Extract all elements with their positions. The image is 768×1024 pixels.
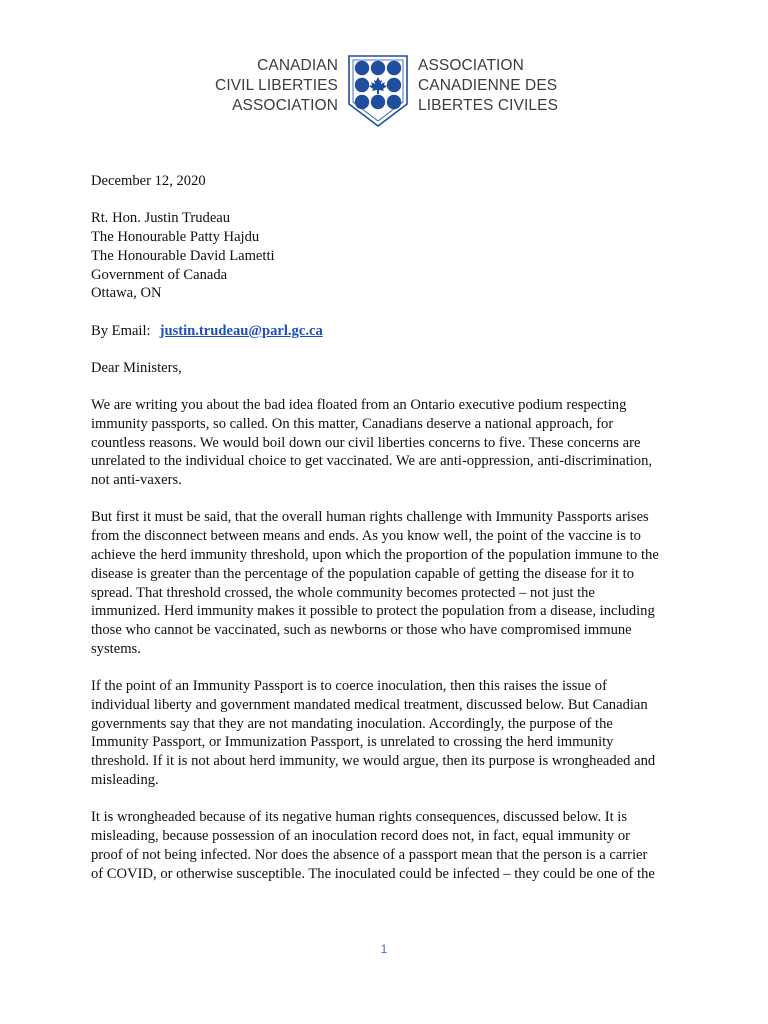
paragraph-line: not anti-vaxers. bbox=[91, 472, 182, 489]
paragraph-line: threshold. If it is not about herd immunity, we would argue, then its purpose is wrongheaded and bbox=[91, 753, 656, 770]
paragraph-line: immunized. Herd immunity makes it possible to protect the population from a disease, including bbox=[91, 603, 655, 620]
email-label: By Email: bbox=[91, 322, 151, 339]
letter-date: December 12, 2020 bbox=[91, 173, 206, 189]
maple-leaf-shield-logo bbox=[347, 54, 409, 128]
recipient-line: Ottawa, ON bbox=[91, 285, 162, 302]
recipient-line: Government of Canada bbox=[91, 266, 228, 283]
paragraph bbox=[91, 396, 691, 490]
letterhead bbox=[0, 54, 768, 128]
letterhead-french-line: ASSOCIATION bbox=[418, 57, 524, 74]
letterhead-english bbox=[215, 56, 338, 116]
paragraph bbox=[91, 808, 691, 883]
paragraph bbox=[91, 677, 691, 790]
paragraph-line: achieve the herd immunity threshold, upon which the proportion of the population immune to the bbox=[91, 546, 659, 563]
paragraph-line: unrelated to the individual choice to get vaccinated. We are anti-oppression, anti-discrimination, bbox=[91, 453, 653, 470]
paragraph-line: If the point of an Immunity Passport is to coerce inoculation, then this raises the issue of bbox=[91, 678, 607, 695]
email-link[interactable]: justin.trudeau@parl.gc.ca bbox=[159, 322, 323, 339]
paragraph-line: countless reasons. We would boil down our civil liberties concerns to five. These concerns are bbox=[91, 434, 641, 451]
paragraph-line: individual liberty and government mandated medical treatment, discussed below. But Canadian bbox=[91, 696, 648, 713]
paragraph-line: misleading, because possession of an inoculation record does not, in fact, equal immunity or bbox=[91, 828, 631, 845]
paragraph-line: It is wrongheaded because of its negative human rights consequences, discussed below. It is bbox=[91, 809, 628, 826]
page-number: 1 bbox=[380, 942, 388, 956]
salutation: Dear Ministers, bbox=[91, 359, 182, 376]
recipient-block bbox=[91, 209, 691, 303]
paragraph bbox=[91, 508, 691, 658]
letterhead-english-line: CANADIAN bbox=[257, 57, 338, 74]
paragraph-line: We are writing you about the bad idea floated from an Ontario executive podium respecting bbox=[91, 396, 627, 413]
paragraph-line: Immunity Passport, or Immunization Passport, is unrelated to crossing the herd immunity bbox=[91, 734, 614, 751]
paragraph-line: misleading. bbox=[91, 772, 159, 789]
maple-leaf-icon bbox=[369, 77, 387, 94]
letterhead-english-line: CIVIL LIBERTIES bbox=[215, 77, 338, 94]
paragraph-line: from the disconnect between means and ends. As you know well, the point of the vaccine is to bbox=[91, 528, 641, 545]
paragraph-line: systems. bbox=[91, 640, 141, 657]
paragraph-line: disease is greater than the percentage of the population capable of getting the disease for it to bbox=[91, 565, 635, 582]
paragraph-line: proof of not being infected. Nor does the absence of a passport mean that the person is a carrier bbox=[91, 846, 648, 863]
letter-body bbox=[91, 172, 691, 883]
paragraph-line: immunity passports, so called. On this matter, Canadians deserve a national approach, for bbox=[91, 415, 614, 432]
recipient-line: The Honourable Patty Hajdu bbox=[91, 228, 260, 245]
letterhead-french-line: CANADIENNE DES bbox=[418, 77, 558, 94]
paragraph-line: But first it must be said, that the overall human rights challenge with Immunity Passports arises bbox=[91, 509, 649, 526]
recipient-line: The Honourable David Lametti bbox=[91, 247, 275, 264]
letterhead-french bbox=[418, 56, 558, 116]
recipient-line: Rt. Hon. Justin Trudeau bbox=[91, 210, 231, 227]
letterhead-english-line: ASSOCIATION bbox=[232, 97, 338, 114]
letterhead-french-line: LIBERTES CIVILES bbox=[418, 97, 559, 114]
paragraph-line: spread. That threshold crossed, the whole community becomes protected – not just the bbox=[91, 584, 595, 601]
paragraph-line: those who cannot be vaccinated, such as newborns or those who have compromised immune bbox=[91, 622, 632, 639]
paragraph-line: governments say that they are not mandating inoculation. Accordingly, the purpose of the bbox=[91, 715, 613, 732]
paragraph-line: of COVID, or otherwise susceptible. The inoculated could be infected – they could be one of the bbox=[91, 865, 655, 882]
email-line bbox=[91, 322, 691, 341]
